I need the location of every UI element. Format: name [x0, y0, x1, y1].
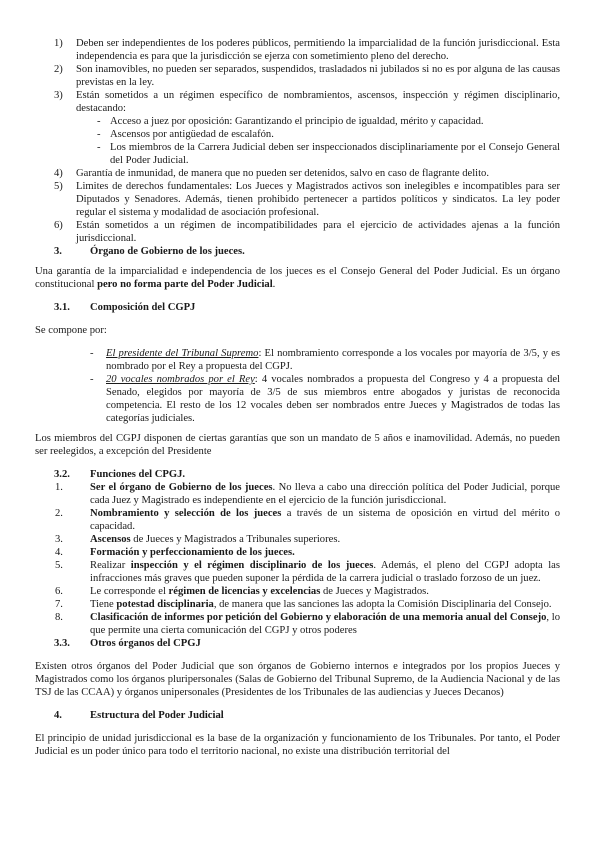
item-post: , lo que permite una cierta comunicación del CGPJ y otros poderes — [90, 612, 560, 636]
list-item-text: Ascensos por antigüedad de escalafón. — [110, 129, 274, 140]
item-bold: Nombramiento y selección de los jueces — [90, 508, 282, 519]
item-post: , de manera que las sanciones las adopta la Comisión Disciplinaria del Consejo. — [213, 599, 552, 610]
item-pre: Tiene — [90, 599, 117, 610]
list-item — [35, 611, 560, 637]
section-number: 3.2. — [54, 469, 70, 480]
other-organs-text: Existen otros órganos del Poder Judicial que son órganos de Gobierno internos e integrados por los propios Jueces y Magistrados como los órganos pluripersonales (Salas de Gobierno del Tribunal Supremo, de la Audiencia Nacional y de las TSJ de las CCAA) y órganos unipersonales (Presidentes de los Tribunales de las audiencias y Jueces Decanos) — [35, 661, 560, 698]
principle-text: Están sometidos a un régimen de incompatibilidades para el ejercicio de actividades ajenas a la función jurisdiccional. — [76, 220, 560, 244]
section-number: 3. — [54, 246, 62, 257]
list-item — [76, 128, 560, 141]
principle-text: Garantía de inmunidad, de manera que no pueden ser detenidos, salvo en caso de flagrante delito. — [76, 168, 490, 179]
list-item — [35, 559, 560, 585]
item-bold: Formación y perfeccionamiento de los jueces. — [90, 547, 295, 558]
item-pre: Le corresponde el — [90, 586, 169, 597]
item-number: 5. — [55, 560, 63, 571]
principle-text: Limites de derechos fundamentales: Los Jueces y Magistrados activos son inelegibles e incompatibles para ser Diputados y Senadores. Además, tienen prohibido pertenecer a partidos políticos y sindicatos. La ley poder regular el sistema y modalidad de asociación profesional. — [76, 181, 560, 218]
list-item — [35, 585, 560, 598]
item-number: 1. — [55, 482, 63, 493]
section-3-intro — [35, 265, 560, 291]
item-number: 8. — [55, 612, 63, 623]
principle-item — [35, 180, 560, 219]
section-4-heading — [35, 709, 560, 722]
list-item-text: Los miembros de la Carrera Judicial deben ser inspeccionados disciplinariamente por el Consejo General del Poder Judicial. — [110, 142, 560, 166]
principle-item — [35, 219, 560, 245]
composition-closing: Los miembros del CGPJ disponen de ciertas garantías que son un mandato de 5 años e inamovilidad. Además, no pueden ser reelegidos, a excepción del Presidente — [35, 433, 560, 457]
section-title: Funciones del CPGJ. — [90, 469, 186, 480]
intro-end: . — [272, 279, 276, 290]
principle-text: Están sometidos a un régimen específico de nombramientos, ascensos, inspección y régimen disciplinario, destacando: — [76, 90, 560, 114]
principles-list — [35, 37, 560, 245]
section-3-2-heading — [35, 468, 560, 481]
item-pre: Realizar — [90, 560, 131, 571]
list-item — [35, 546, 560, 559]
item-number: 2. — [55, 508, 63, 519]
principle-item — [35, 63, 560, 89]
list-item-text: Acceso a juez por oposición: Garantizando el principio de igualdad, mérito y capacidad. — [110, 116, 484, 127]
section-number: 4. — [54, 710, 62, 721]
composition-label: El presidente del Tribunal Supremo — [106, 348, 259, 359]
section-title: Otros órganos del CPGJ — [90, 638, 201, 649]
list-item — [35, 598, 560, 611]
item-number: 6. — [55, 586, 63, 597]
item-bold: régimen de licencias y excelencias — [168, 586, 321, 597]
principle-number: 3) — [54, 90, 63, 101]
section-title: Órgano de Gobierno de los jueces. — [90, 246, 245, 257]
item-bold: potestad disciplinaria — [116, 599, 214, 610]
item-bold: Ascensos — [90, 534, 131, 545]
composition-list — [35, 347, 560, 425]
list-item — [76, 115, 560, 128]
principle-sublist — [76, 115, 560, 167]
composition-text: : 4 vocales nombrados a propuesta del Congreso y 4 a propuesta del Senado, elegidos por mayoría de 3/5 de sus miembros entre abogados y juristas de reconocida competencia. El resto de los 12 vocales deben ser nombrados entre Jueces y Magistrados de todas las categorías judiciales. — [106, 374, 560, 424]
intro-bold-text: pero no forma parte del Poder Judicial — [97, 279, 273, 290]
section-3-3-heading — [35, 637, 560, 650]
list-item — [35, 507, 560, 533]
item-number: 4. — [55, 547, 63, 558]
item-post: . Además, el pleno del CGPJ adopta las infracciones más graves que pueden suponer la pérdida de la carrera judicial o traslado forzoso de un juez. — [90, 560, 561, 584]
intro-text: Una garantía de la imparcialidad e independencia de los jueces es el Consejo General del Poder Judicial. Es un órgano constitucional — [35, 266, 560, 290]
section-number: 3.3. — [54, 638, 70, 649]
item-bold: inspección y el régimen disciplinario de los jueces — [130, 560, 374, 571]
principle-item — [35, 37, 560, 63]
item-post: de Jueces y Magistrados a Tribunales superiores. — [130, 534, 341, 545]
list-item — [35, 533, 560, 546]
principle-number: 5) — [54, 181, 63, 192]
principle-number: 1) — [54, 38, 63, 49]
item-number: 7. — [55, 599, 63, 610]
composition-label: 20 vocales nombrados por el Rey — [106, 374, 255, 385]
principle-item — [35, 167, 560, 180]
dash-bullet: - — [97, 116, 101, 127]
section-number: 3.1. — [54, 302, 70, 313]
section-title: Composición del CGPJ — [90, 302, 196, 313]
section-title: Estructura del Poder Judicial — [90, 710, 224, 721]
composition-intro: Se compone por: — [35, 325, 107, 336]
item-post: a través de un sistema de oposición en virtud del mérito o capacidad. — [90, 508, 560, 532]
principle-item — [35, 89, 560, 167]
item-bold: Clasificación de informes por petición del Gobierno y elaboración de una memoria anual del Consejo — [90, 612, 547, 623]
principle-number: 4) — [54, 168, 63, 179]
item-bold: Ser el órgano de Gobierno de los jueces — [90, 482, 273, 493]
item-number: 3. — [55, 534, 63, 545]
dash-bullet: - — [97, 129, 101, 140]
section-3-heading — [35, 245, 560, 258]
list-item — [76, 141, 560, 167]
item-post: de Jueces y Magistrados. — [320, 586, 429, 597]
composition-text: : El nombramiento corresponde a los vocales por mayoría de 3/5, y es nombrado por el Rey a propuesta del CGPJ. — [106, 348, 560, 372]
principle-number: 2) — [54, 64, 63, 75]
structure-text: El principio de unidad jurisdiccional es la base de la organización y funcionamiento de los Tribunales. Por tanto, el Poder Judicial es un poder único para todo el territorio nacional, no existe una distribución territorial del — [35, 733, 560, 757]
dash-bullet: - — [97, 142, 101, 153]
dash-bullet: - — [90, 348, 94, 359]
principle-number: 6) — [54, 220, 63, 231]
principle-text: Son inamovibles, no pueden ser separados, suspendidos, trasladados ni jubilados si no es por alguna de las causas previstas en la ley. — [76, 64, 560, 88]
principle-text: Deben ser independientes de los poderes públicos, permitiendo la imparcialidad de la función jurisdiccional. Esta independencia es para que la jurisdicción se ejerza con sometimiento pleno del derecho. — [76, 38, 560, 62]
section-3-1-heading — [35, 301, 560, 314]
list-item — [35, 373, 560, 425]
list-item — [35, 481, 560, 507]
item-post: . No lleva a cabo una dirección política del Poder Judicial, porque cada Juez y Magistrado es independiente en el ejercicio de la función jurisdiccional. — [90, 482, 561, 506]
functions-list — [35, 481, 560, 637]
dash-bullet: - — [90, 374, 94, 385]
list-item — [35, 347, 560, 373]
